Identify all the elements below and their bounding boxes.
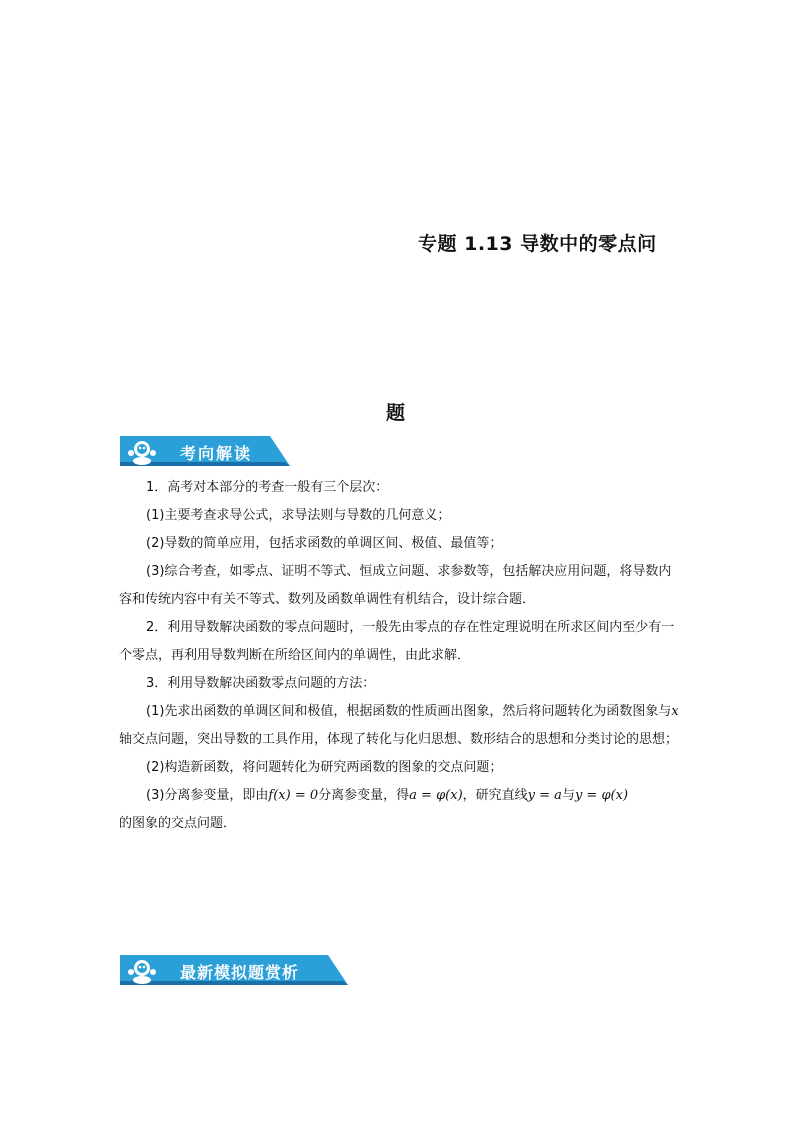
section-banner-kaoxiang bbox=[120, 436, 290, 466]
paragraph: 3．利用导数解决函数零点问题的方法： bbox=[146, 676, 376, 691]
paragraph: 的图象的交点问题． bbox=[119, 816, 237, 831]
math-formula: a = φ(x) bbox=[409, 788, 463, 803]
content-body bbox=[119, 474, 679, 838]
text-run: 与 bbox=[561, 788, 575, 803]
paragraph bbox=[119, 698, 679, 754]
text-run: (3)分离参变量，即由 bbox=[146, 788, 269, 803]
math-formula: y = a bbox=[527, 788, 562, 803]
text-run: ，研究直线 bbox=[462, 788, 528, 803]
math-formula: f(x) = 0 bbox=[268, 788, 319, 803]
paragraph: (2)导数的简单应用，包括求函数的单调区间、极值、最值等； bbox=[146, 536, 503, 551]
banner-label: 考向解读 bbox=[180, 444, 253, 463]
banner-label: 最新模拟题赏析 bbox=[180, 963, 300, 982]
section-banner-moni bbox=[120, 955, 348, 985]
paragraph: (2)构造新函数，将问题转化为研究两函数的图象的交点问题； bbox=[146, 760, 503, 775]
paragraph bbox=[119, 782, 679, 810]
text-run: (1)先求出函数的单调区间和极值，根据函数的性质画出图象，然后将问题转化为函数图象与 bbox=[146, 704, 672, 719]
paragraph: 1．高考对本部分的考查一般有三个层次： bbox=[146, 480, 389, 495]
page-title-line2: 题 bbox=[386, 402, 406, 424]
paragraph: 2．利用导数解决函数的零点问题时，一般先由零点的存在性定理说明在所求区间内至少有一个零点，再利用导数判断在所给区间内的单调性，由此求解． bbox=[119, 620, 675, 663]
math-formula: y = φ(x) bbox=[574, 788, 629, 803]
paragraph: (3)综合考查，如零点、证明不等式、恒成立问题、求参数等，包括解决应用问题，将导数内容和传统内容中有关不等式、数列及函数单调性有机结合，设计综合题． bbox=[119, 564, 672, 607]
text-run: 分离参变量，得 bbox=[318, 788, 410, 803]
text-run: 轴交点问题，突出导数的工具作用，体现了转化与化归思想、数形结合的思想和分类讨论的思想； bbox=[119, 732, 679, 747]
page-title-line1: 专题 1.13 导数中的零点问 bbox=[418, 233, 657, 255]
math-x: x bbox=[671, 704, 679, 719]
paragraph: (1)主要考查求导公式，求导法则与导数的几何意义； bbox=[146, 508, 451, 523]
